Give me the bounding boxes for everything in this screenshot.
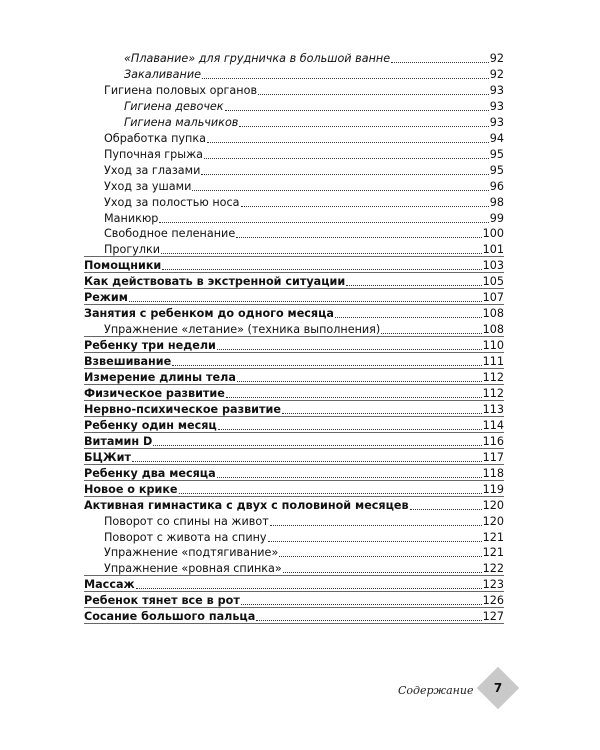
dot-leader — [136, 588, 482, 589]
toc-entry — [84, 368, 504, 384]
toc-entry-page: 114 — [482, 418, 504, 432]
page-number: 7 — [493, 681, 503, 695]
dot-leader — [162, 269, 481, 270]
dot-leader — [282, 413, 482, 414]
toc-entry — [84, 272, 504, 288]
toc-entry — [84, 384, 504, 400]
toc-entry — [84, 288, 504, 304]
section-divider — [84, 480, 504, 481]
toc-entry-page: 92 — [489, 67, 504, 81]
toc-entry-title: Физическое развитие — [84, 386, 225, 400]
dot-leader — [391, 62, 489, 63]
toc-entry-title: Витамин D — [84, 434, 153, 448]
section-divider — [84, 304, 504, 305]
toc-entry — [84, 607, 504, 623]
toc-entry-page: 119 — [482, 482, 504, 496]
toc-entry-page: 113 — [482, 402, 504, 416]
dot-leader — [256, 620, 481, 621]
toc-entry-page: 101 — [482, 243, 504, 257]
toc-entry — [84, 432, 504, 448]
dot-leader — [201, 174, 488, 175]
toc-entry-page: 93 — [489, 83, 504, 97]
dot-leader — [283, 572, 482, 573]
toc-entry-page: 105 — [482, 275, 504, 289]
section-divider — [84, 256, 504, 257]
section-divider — [84, 496, 504, 497]
toc-entry-page: 95 — [489, 163, 504, 177]
dot-leader — [132, 461, 482, 462]
section-label: Содержание — [398, 684, 474, 697]
toc-entry — [84, 352, 504, 368]
toc-entry — [84, 464, 504, 480]
toc-entry-title: Упражнение «летание» (техника выполнения) — [104, 323, 381, 337]
toc-entry — [84, 591, 504, 607]
toc-entry-page: 123 — [482, 578, 504, 592]
toc-entry-page: 99 — [489, 211, 504, 225]
toc-entry-title: Маникюр — [104, 211, 159, 225]
toc-entry-page: 116 — [482, 434, 504, 448]
dot-leader — [179, 493, 482, 494]
toc-entry-title: Активная гимнастика с двух с половиной месяцев — [84, 498, 409, 512]
dot-leader — [239, 126, 488, 127]
toc-entry-title: Как действовать в экстренной ситуации — [84, 275, 346, 289]
toc-entry — [84, 256, 504, 272]
toc-entry-page: 100 — [482, 227, 504, 241]
dot-leader — [202, 78, 489, 79]
dot-leader — [192, 190, 488, 191]
toc-entry-page: 111 — [482, 355, 504, 369]
toc-entry-title: Ребенку два месяца — [84, 466, 216, 480]
toc-entry — [124, 65, 504, 81]
toc-entry — [84, 304, 504, 320]
dot-leader — [218, 429, 482, 430]
toc-entry-page: 94 — [489, 131, 504, 145]
toc-entry-title: Поворот с живота на спину — [104, 530, 267, 544]
toc-entry-page: 108 — [482, 307, 504, 321]
toc-entry — [104, 209, 504, 225]
toc-entry-page: 127 — [482, 610, 504, 624]
toc-entry-page: 98 — [489, 195, 504, 209]
toc-entry — [84, 575, 504, 591]
section-divider — [84, 400, 504, 401]
dot-leader — [129, 301, 482, 302]
dot-leader — [241, 604, 482, 605]
toc-entry-page: 93 — [489, 99, 504, 113]
toc-entry-title: Уход за ушами — [104, 179, 192, 193]
dot-leader — [236, 237, 481, 238]
toc-entry-page: 120 — [482, 498, 504, 512]
section-divider — [84, 575, 504, 576]
section-divider — [84, 272, 504, 273]
toc-entry — [104, 224, 504, 240]
toc-entry-title: Прогулки — [104, 243, 161, 257]
toc-entry-title: Измерение длины тела — [84, 371, 236, 384]
dot-leader — [335, 317, 482, 318]
toc-entry — [84, 416, 504, 432]
dot-leader — [258, 94, 489, 95]
dot-leader — [241, 206, 489, 207]
dot-leader — [270, 525, 482, 526]
toc-entry-page: 110 — [482, 339, 504, 353]
section-divider — [84, 432, 504, 433]
toc-entry-page: 120 — [482, 514, 504, 528]
toc-entry-page: 121 — [482, 546, 504, 560]
toc-entry — [104, 320, 504, 336]
toc-entry-page: 112 — [482, 386, 504, 400]
dot-leader — [207, 142, 489, 143]
toc-entry-title: Взвешивание — [84, 355, 172, 369]
toc-entry — [124, 97, 504, 113]
toc-entry-title: Нервно-психическое развитие — [84, 402, 281, 416]
section-divider — [84, 352, 504, 353]
toc-entry-page: 126 — [482, 594, 504, 608]
toc-entry — [104, 193, 504, 209]
dot-leader — [159, 222, 488, 223]
toc-entry-title: Гигиена девочек — [124, 99, 224, 113]
toc-entry — [84, 448, 504, 464]
toc-entry — [104, 528, 504, 544]
toc-entry-title: Ребенку один месяц — [84, 418, 217, 432]
toc-entry-title: Новое о крике — [84, 482, 178, 496]
toc-entry-title: Свободное пеленание — [104, 227, 236, 241]
dot-leader — [217, 349, 482, 350]
toc-entry — [104, 161, 504, 177]
section-divider — [84, 464, 504, 465]
toc-entry — [104, 177, 504, 193]
toc-entry-title: Режим — [84, 291, 128, 305]
toc-entry-title: Поворот со спины на живот — [104, 514, 269, 528]
toc-entry-title: БЦЖит — [84, 450, 131, 464]
section-divider — [84, 448, 504, 449]
toc-entry-title: Массаж — [84, 578, 135, 592]
toc-entry-title: Ребенок тянет все в рот — [84, 594, 240, 608]
toc-entry-page: 122 — [482, 562, 504, 576]
toc-entry — [104, 543, 504, 559]
section-divider — [84, 416, 504, 417]
section-divider — [84, 336, 504, 337]
toc-entry-title: Гигиена мальчиков — [124, 115, 239, 129]
toc-entry — [104, 512, 504, 528]
toc-entry-title: Уход за полостью носа — [104, 195, 240, 209]
toc-entry-title: Ребенку три недели — [84, 339, 216, 353]
toc-entry-title: Упражнение «подтягивание» — [104, 546, 279, 560]
dot-leader — [237, 381, 482, 382]
toc-entry-title: Обработка пупка — [104, 131, 206, 145]
toc-entry-title: Помощники — [84, 259, 162, 273]
toc-entry-title: Упражнение «ровная спинка» — [104, 562, 282, 576]
dot-leader — [381, 333, 481, 334]
toc-entry — [104, 559, 504, 575]
section-divider — [84, 623, 504, 624]
toc-entry-page: 93 — [489, 115, 504, 129]
toc-entry-page: 92 — [489, 52, 504, 65]
toc-entry-title: Уход за глазами — [104, 163, 201, 177]
section-divider — [84, 288, 504, 289]
dot-leader — [410, 509, 482, 510]
dot-leader — [268, 541, 482, 542]
toc-entry — [84, 400, 504, 416]
toc-entry-title: Гигиена половых органов — [104, 83, 258, 97]
toc-entry-page: 108 — [482, 323, 504, 337]
toc-entry-title: Закаливание — [124, 67, 201, 81]
toc-entry — [84, 480, 504, 496]
toc-entry — [104, 81, 504, 97]
toc-entry-page: 112 — [482, 371, 504, 384]
toc-entry — [104, 240, 504, 256]
section-divider — [84, 384, 504, 385]
section-divider — [84, 607, 504, 608]
toc-entry-title: Занятия с ребенком до одного месяца — [84, 307, 334, 321]
toc-entry-title: Сосание большого пальца — [84, 610, 256, 624]
toc-entry-page: 121 — [482, 530, 504, 544]
toc-entry-title: «Плавание» для грудничка в большой ванне — [124, 52, 391, 65]
toc-entry-page: 103 — [482, 259, 504, 273]
dot-leader — [153, 445, 481, 446]
toc-entry — [124, 113, 504, 129]
dot-leader — [346, 285, 481, 286]
toc-entry — [104, 129, 504, 145]
toc-entry — [84, 336, 504, 352]
toc-entry-title: Пупочная грыжа — [104, 147, 204, 161]
toc-entry-page: 118 — [482, 466, 504, 480]
dot-leader — [225, 110, 489, 111]
section-divider — [84, 591, 504, 592]
dot-leader — [226, 397, 482, 398]
dot-leader — [279, 556, 481, 557]
toc-entry — [84, 496, 504, 512]
toc-entry-page: 107 — [482, 291, 504, 305]
toc-entry — [124, 49, 504, 65]
section-divider — [84, 368, 504, 369]
toc-entry-page: 96 — [489, 179, 504, 193]
dot-leader — [217, 477, 482, 478]
dot-leader — [204, 158, 489, 159]
toc-entry — [104, 145, 504, 161]
toc-entry-page: 117 — [482, 450, 504, 464]
dot-leader — [161, 253, 482, 254]
dot-leader — [172, 365, 481, 366]
toc-entry-page: 95 — [489, 147, 504, 161]
